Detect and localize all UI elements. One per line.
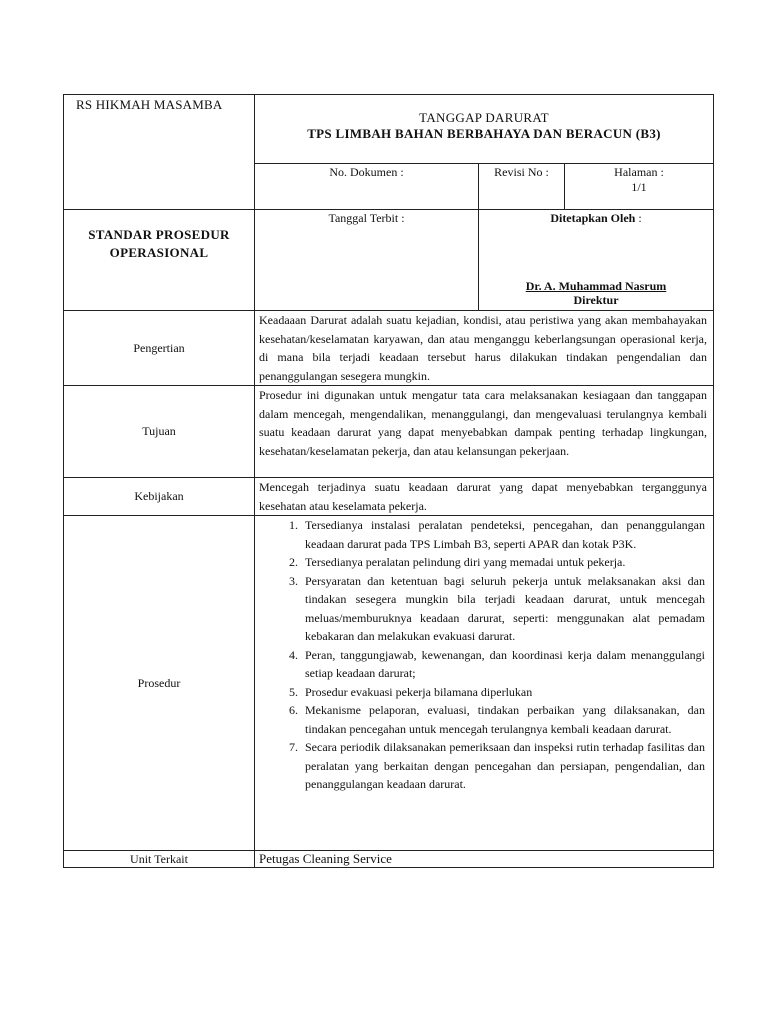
ditetapkan-cell [479, 210, 714, 311]
signer-name: Dr. A. Muhammad Nasrum [525, 279, 667, 293]
pengertian-label: Pengertian [64, 311, 255, 386]
prosedur-steps-list [255, 516, 713, 794]
kebijakan-label: Kebijakan [64, 478, 255, 516]
prosedur-step: 5. Prosedur evakuasi pekerja bilamana diperlukan [301, 683, 705, 702]
tanggal-terbit-cell [255, 210, 479, 311]
signer-role: Direktur [573, 293, 619, 307]
tanggal-terbit-label: Tanggal Terbit : [328, 211, 405, 225]
document-title [255, 95, 714, 164]
sop-line-2: OPERASIONAL [109, 245, 209, 260]
no-dokumen-label: No. Dokumen : [329, 165, 404, 179]
hospital-name: RS HIKMAH MASAMBA [64, 95, 255, 210]
halaman-label: Halaman : [614, 165, 664, 179]
prosedur-step: 6. Mekanisme pelaporan, evaluasi, tindakan perbaikan yang dilaksanakan, dan tindakan pencegahan untuk mencegah terulangnya kembali keadaan darurat. [301, 701, 705, 738]
unit-terkait-label: Unit Terkait [64, 851, 255, 868]
unit-terkait-text: Petugas Cleaning Service [255, 851, 714, 868]
halaman-value: 1/1 [631, 180, 647, 194]
title-line-2: TPS LIMBAH BAHAN BERBAHAYA DAN BERACUN (B3) [307, 126, 661, 141]
no-dokumen-cell [255, 164, 479, 210]
tujuan-text: Prosedur ini digunakan untuk mengatur tata cara melaksanakan kesiagaan dan tanggapan dalam mencegah, mengendalikan, menanggulangi, dan mengevaluasi terulangnya kembali suatu keadaan darurat yang dapat menyebabkan dampak penting terhadap lingkungan, kesehatan/keselamatan pekerja, dan atau kelansungan pekerjaan. [255, 386, 714, 478]
revisi-cell [479, 164, 565, 210]
prosedur-step: 4. Peran, tanggungjawab, kewenangan, dan koordinasi kerja dalam menanggulangi setiap keadaan darurat; [301, 646, 705, 683]
pengertian-text: Keadaaan Darurat adalah suatu kejadian, kondisi, atau peristiwa yang akan membahayakan kesehatan/keselamatan karyawan, dan atau menganggu keberlangsungan operasional kerja, di mana bila terjadi keadaan tersebut harus dilakukan tindakan pengendalian dan penanggulangan sesegera mungkin. [255, 311, 714, 386]
prosedur-content [255, 516, 714, 851]
revisi-label: Revisi No : [494, 165, 549, 179]
prosedur-label: Prosedur [64, 516, 255, 851]
prosedur-step: 2. Tersedianya peralatan pelindung diri yang memadai untuk pekerja. [301, 553, 705, 572]
title-line-1: TANGGAP DARURAT [419, 110, 549, 125]
kebijakan-text: Mencegah terjadinya suatu keadaan darurat yang dapat menyebabkan terganggunya kesehatan atau keselamata pekerja. [255, 478, 714, 516]
sop-document-table [63, 94, 714, 868]
ditetapkan-label: Ditetapkan Oleh [550, 211, 636, 225]
halaman-cell [565, 164, 714, 210]
ditetapkan-colon: : [635, 211, 642, 225]
prosedur-step: 1. Tersedianya instalasi peralatan pendeteksi, pencegahan, dan penanggulangan keadaan darurat pada TPS Limbah B3, seperti APAR dan kotak P3K. [301, 516, 705, 553]
sop-heading [64, 210, 255, 311]
sop-line-1: STANDAR PROSEDUR [88, 227, 230, 242]
prosedur-step: 7. Secara periodik dilaksanakan pemeriksaan dan inspeksi rutin terhadap fasilitas dan peralatan yang berkaitan dengan pencegahan dan persiapan, pengendalian, dan penanggulangan keadaan darurat. [301, 738, 705, 794]
tujuan-label: Tujuan [64, 386, 255, 478]
prosedur-step: 3. Persyaratan dan ketentuan bagi seluruh pekerja untuk melaksanakan aksi dan tindakan sesegera mungkin bila terjadi keadaan darurat, untuk mencegah meluas/memburuknya keadaan darurat, seperti: menggunakan alat pemadam kebakaran dan melakukan evakuasi darurat. [301, 572, 705, 646]
